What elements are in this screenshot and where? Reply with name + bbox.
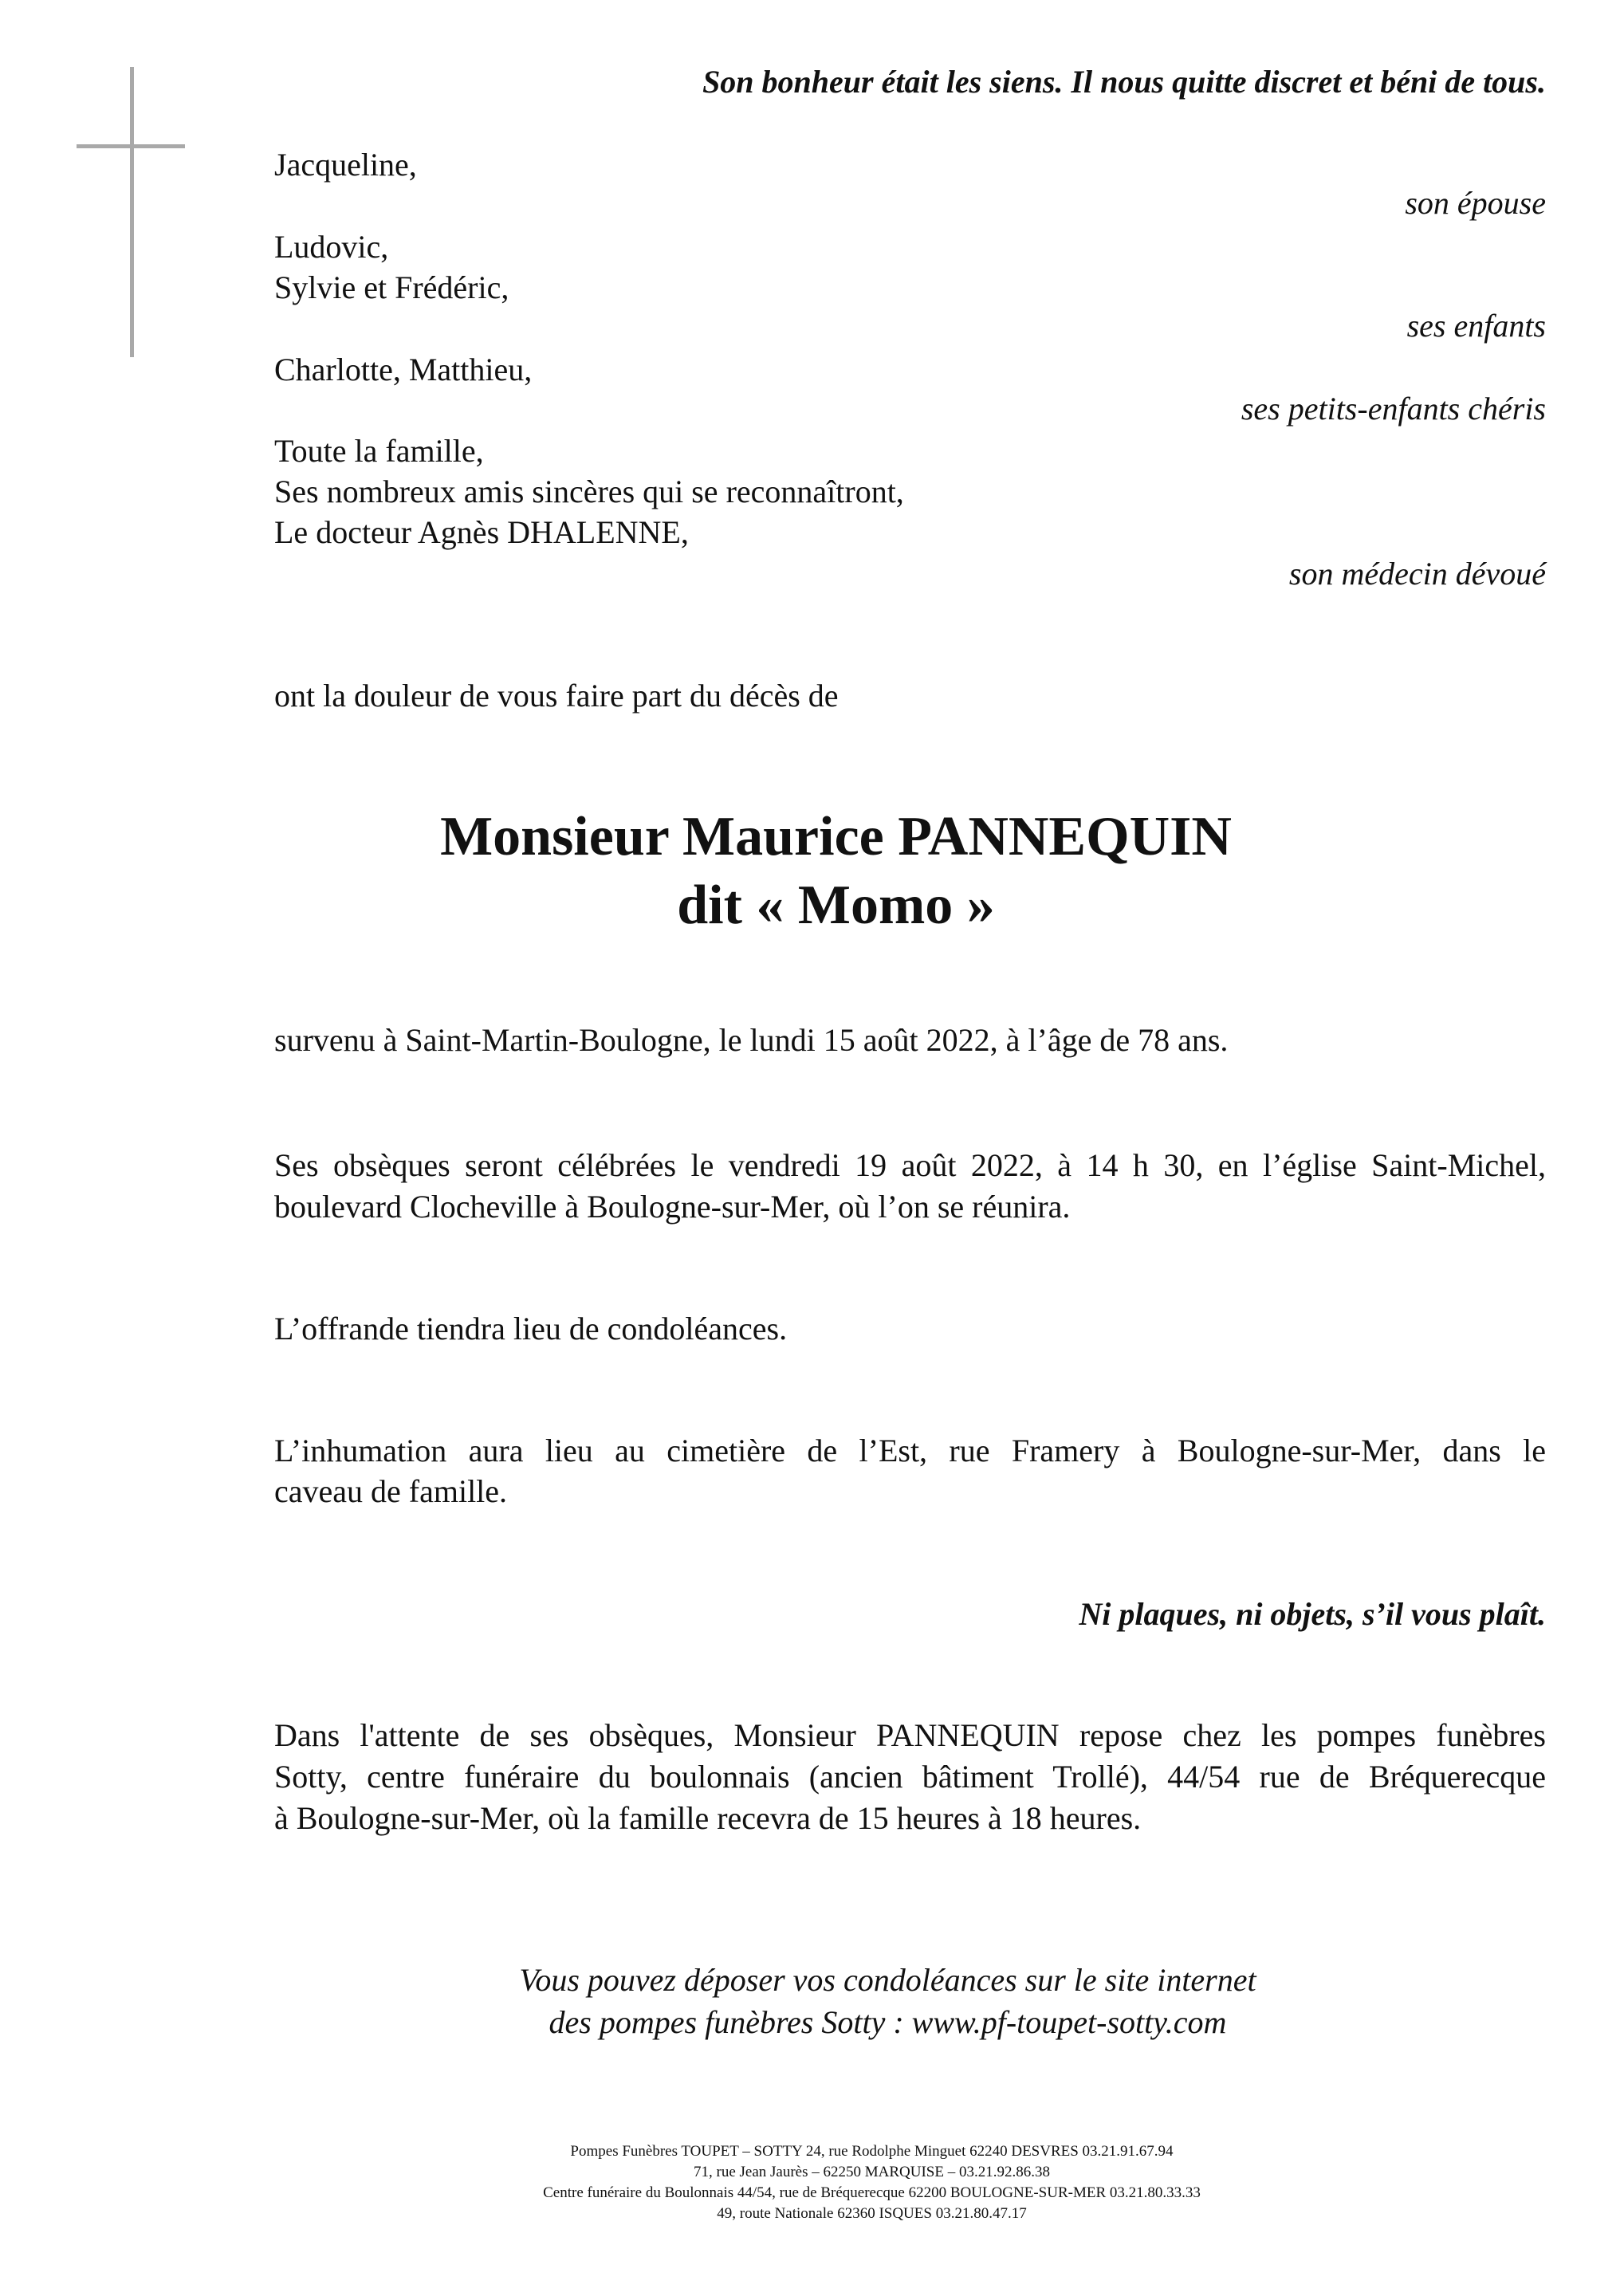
doctor-name: Le docteur Agnès DHALENNE, [274,514,689,550]
burial-line2: caveau de famille. [274,1473,508,1509]
rest-line3: à Boulogne-sur-Mer, où la famille recevra de 15 heures à 18 heures. [274,1800,1142,1836]
footer-line4: 49, route Nationale 62360 ISQUES 03.21.80.47.17 [717,2205,1027,2222]
death-details: survenu à Saint-Martin-Boulogne, le lundi 15 août 2022, à l’âge de 78 ans. [274,1022,1229,1058]
rest-line2: Sotty, centre funéraire du boulonnais (ancien bâtiment Trollé), 44/54 rue de Bréquerecque [274,1759,1546,1795]
footer-line2: 71, rue Jean Jaurès – 62250 MARQUISE – 03.21.92.86.38 [694,2164,1050,2180]
others-line2: Ses nombreux amis sincères qui se reconnaîtront, [274,474,904,509]
children-line1: Ludovic, [274,229,389,265]
others-line1: Toute la famille, [274,433,484,469]
burial-line1: L’inhumation aura lieu au cimetière de l’Est, rue Framery à Boulogne-sur-Mer, dans le [274,1433,1546,1468]
funeral-line2: boulevard Clocheville à Boulogne-sur-Mer, où l’on se réunira. [274,1189,1071,1225]
grandchildren-names: Charlotte, Matthieu, [274,352,533,387]
spouse-name: Jacqueline, [274,147,417,183]
no-plaques-note: Ni plaques, ni objets, s’il vous plaît. [1079,1596,1546,1632]
announcement-text: ont la douleur de vous faire part du décès de [274,678,839,714]
header-quote: Son bonheur était les siens. Il nous quitte discret et béni de tous. [702,64,1546,100]
deceased-nickname: dit « Momo » [677,875,995,936]
children-line2: Sylvie et Frédéric, [274,269,509,305]
cross-icon-horizontal [77,144,185,148]
offering-text: L’offrande tiendra lieu de condoléances. [274,1311,788,1347]
condolences-line1: Vous pouvez déposer vos condoléances sur le site internet [519,1962,1256,1998]
footer-line3: Centre funéraire du Boulonnais 44/54, rue de Bréquerecque 62200 BOULOGNE-SUR-MER 03.21.80.33.33 [543,2184,1201,2201]
rest-line1: Dans l'attente de ses obsèques, Monsieur PANNEQUIN repose chez les pompes funèbres [274,1717,1546,1753]
children-role: ses enfants [1406,308,1546,344]
spouse-role: son épouse [1405,185,1546,221]
deceased-name: Monsieur Maurice PANNEQUIN [440,806,1232,867]
footer-line1: Pompes Funèbres TOUPET – SOTTY 24, rue Rodolphe Minguet 62240 DESVRES 03.21.91.67.94 [570,2143,1174,2160]
grandchildren-role: ses petits-enfants chéris [1241,391,1546,427]
cross-icon-vertical [130,67,134,357]
funeral-line1: Ses obsèques seront célébrées le vendredi 19 août 2022, à 14 h 30, en l’église Saint-Michel, [274,1147,1546,1183]
doctor-role: son médecin dévoué [1288,556,1546,592]
condolences-line2: des pompes funèbres Sotty : www.pf-toupet-sotty.com [549,2004,1227,2040]
